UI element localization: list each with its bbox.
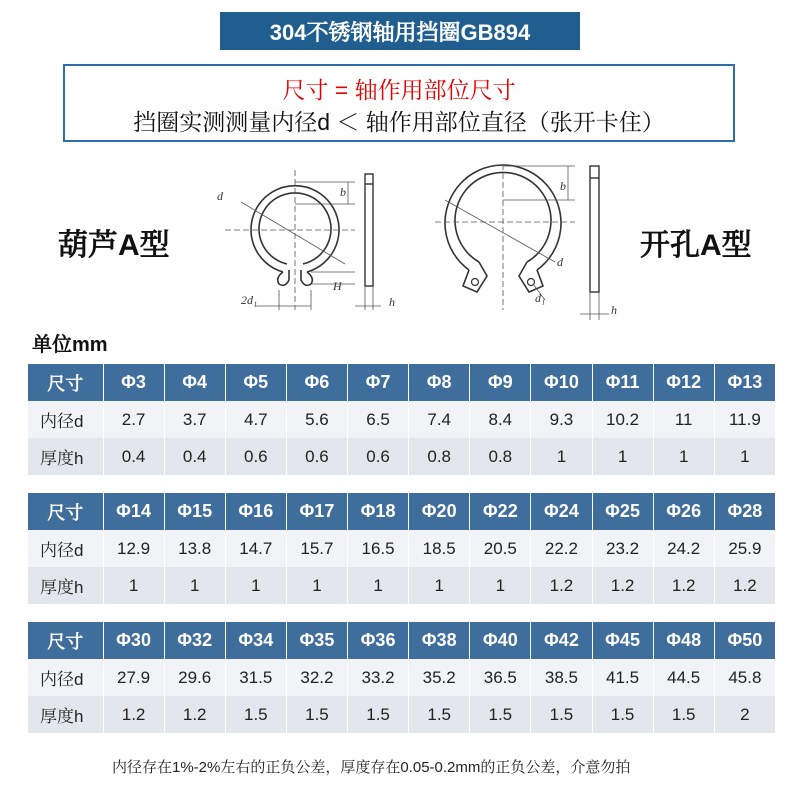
thickness-cell: 1.2 — [653, 567, 714, 604]
inner-diameter-cell: 2.7 — [103, 401, 164, 438]
label-d: d — [217, 189, 223, 203]
inner-diameter-row — [28, 401, 776, 438]
size-cell: Φ48 — [653, 622, 714, 659]
inner-diameter-cell: 16.5 — [348, 530, 409, 567]
inner-diameter-cell: 24.2 — [653, 530, 714, 567]
size-cell: Φ45 — [592, 622, 653, 659]
size-cell: Φ5 — [225, 364, 286, 401]
inner-diameter-cell: 29.6 — [164, 659, 225, 696]
size-cell: Φ16 — [225, 493, 286, 530]
size-cell: Φ30 — [103, 622, 164, 659]
thickness-cell: 1 — [409, 567, 470, 604]
thickness-cell: 1 — [714, 438, 775, 475]
inner-diameter-cell: 31.5 — [225, 659, 286, 696]
size-cell: Φ10 — [531, 364, 592, 401]
inner-diameter-cell: 7.4 — [409, 401, 470, 438]
inner-diameter-cell: 11.9 — [714, 401, 775, 438]
thickness-cell: 2 — [714, 696, 775, 733]
size-cell: Φ20 — [409, 493, 470, 530]
thickness-cell: 1 — [531, 438, 592, 475]
thickness-cell: 1 — [653, 438, 714, 475]
thickness-cell: 1.5 — [531, 696, 592, 733]
label-H: H — [333, 279, 342, 293]
inner-diameter-row — [28, 659, 776, 696]
inner-diameter-row — [28, 530, 776, 567]
thickness-row — [28, 438, 776, 475]
size-header-row — [28, 493, 776, 530]
size-header-row — [28, 622, 776, 659]
thickness-cell: 1.2 — [164, 696, 225, 733]
inner-diameter-cell: 44.5 — [653, 659, 714, 696]
label-2d1: 2d₁ — [241, 293, 258, 307]
size-cell: Φ3 — [103, 364, 164, 401]
inner-diameter-cell: 3.7 — [164, 401, 225, 438]
thickness-cell: 1 — [225, 567, 286, 604]
label-b-right: b — [560, 179, 566, 193]
thickness-cell: 1 — [286, 567, 347, 604]
size-header-row-label: 尺寸 — [28, 622, 103, 659]
size-cell: Φ26 — [653, 493, 714, 530]
note-size-definition: 尺寸 = 轴作用部位尺寸 — [282, 77, 516, 103]
inner-diameter-cell: 23.2 — [592, 530, 653, 567]
inner-diameter-cell: 20.5 — [470, 530, 531, 567]
size-cell: Φ18 — [348, 493, 409, 530]
thickness-cell: 1.5 — [286, 696, 347, 733]
thickness-cell: 0.6 — [348, 438, 409, 475]
size-cell: Φ14 — [103, 493, 164, 530]
size-header-row — [28, 364, 776, 401]
size-cell: Φ34 — [225, 622, 286, 659]
thickness-cell: 0.4 — [164, 438, 225, 475]
size-cell: Φ4 — [164, 364, 225, 401]
thickness-cell: 0.6 — [225, 438, 286, 475]
size-cell: Φ28 — [714, 493, 775, 530]
size-cell: Φ32 — [164, 622, 225, 659]
inner-diameter-cell: 18.5 — [409, 530, 470, 567]
thickness-cell: 1 — [164, 567, 225, 604]
thickness-cell: 1.5 — [653, 696, 714, 733]
unit-label: 单位mm — [32, 334, 108, 356]
note-measurement: 挡圈实测测量内径d ＜ 轴作用部位直径（张开卡住） — [133, 109, 665, 135]
size-cell: Φ13 — [714, 364, 775, 401]
size-cell: Φ22 — [470, 493, 531, 530]
note-box — [63, 64, 735, 142]
thickness-cell: 1 — [470, 567, 531, 604]
thickness-cell: 0.8 — [470, 438, 531, 475]
size-cell: Φ24 — [531, 493, 592, 530]
size-cell: Φ12 — [653, 364, 714, 401]
size-cell: Φ7 — [348, 364, 409, 401]
thickness-cell: 1 — [103, 567, 164, 604]
inner-diameter-cell: 36.5 — [470, 659, 531, 696]
inner-diameter-cell: 8.4 — [470, 401, 531, 438]
page-title: 304不锈钢轴用挡圈GB894 — [220, 12, 580, 50]
inner-diameter-row-label: 内径d — [28, 401, 103, 438]
inner-diameter-row-label: 内径d — [28, 659, 103, 696]
inner-diameter-cell: 15.7 — [286, 530, 347, 567]
inner-diameter-cell: 9.3 — [531, 401, 592, 438]
size-header-row-label: 尺寸 — [28, 493, 103, 530]
thickness-cell: 1.2 — [531, 567, 592, 604]
thickness-cell: 1.5 — [592, 696, 653, 733]
thickness-cell: 1.2 — [103, 696, 164, 733]
thickness-cell: 1.2 — [714, 567, 775, 604]
size-cell: Φ38 — [409, 622, 470, 659]
thickness-cell: 1.5 — [225, 696, 286, 733]
inner-diameter-cell: 25.9 — [714, 530, 775, 567]
thickness-cell: 0.8 — [409, 438, 470, 475]
label-h: h — [389, 295, 395, 309]
thickness-row — [28, 696, 776, 733]
size-cell: Φ36 — [348, 622, 409, 659]
type-label-lug: 开孔A型 — [640, 229, 752, 262]
size-cell: Φ40 — [470, 622, 531, 659]
thickness-row-label: 厚度h — [28, 696, 103, 733]
label-h-right: h — [611, 303, 617, 317]
lug-circlip-diagram — [425, 160, 635, 325]
inner-diameter-row-label: 内径d — [28, 530, 103, 567]
label-d-right: d — [557, 255, 563, 269]
size-cell: Φ11 — [592, 364, 653, 401]
thickness-cell: 1.2 — [592, 567, 653, 604]
thickness-cell: 0.6 — [286, 438, 347, 475]
size-cell: Φ6 — [286, 364, 347, 401]
size-cell: Φ9 — [470, 364, 531, 401]
inner-diameter-cell: 38.5 — [531, 659, 592, 696]
inner-diameter-cell: 11 — [653, 401, 714, 438]
inner-diameter-cell: 6.5 — [348, 401, 409, 438]
thickness-cell: 1.5 — [409, 696, 470, 733]
gourd-circlip-diagram — [205, 160, 405, 325]
thickness-cell: 1 — [592, 438, 653, 475]
inner-diameter-cell: 12.9 — [103, 530, 164, 567]
size-cell: Φ17 — [286, 493, 347, 530]
spec-table-3 — [28, 622, 776, 733]
inner-diameter-cell: 27.9 — [103, 659, 164, 696]
size-cell: Φ50 — [714, 622, 775, 659]
inner-diameter-cell: 22.2 — [531, 530, 592, 567]
inner-diameter-cell: 4.7 — [225, 401, 286, 438]
thickness-row-label: 厚度h — [28, 567, 103, 604]
thickness-cell: 1.5 — [348, 696, 409, 733]
inner-diameter-cell: 10.2 — [592, 401, 653, 438]
inner-diameter-cell: 32.2 — [286, 659, 347, 696]
thickness-row — [28, 567, 776, 604]
inner-diameter-cell: 35.2 — [409, 659, 470, 696]
thickness-cell: 0.4 — [103, 438, 164, 475]
label-b: b — [340, 185, 346, 199]
inner-diameter-cell: 45.8 — [714, 659, 775, 696]
inner-diameter-cell: 14.7 — [225, 530, 286, 567]
inner-diameter-cell: 33.2 — [348, 659, 409, 696]
size-header-row-label: 尺寸 — [28, 364, 103, 401]
tolerance-footnote: 内径存在1%-2%左右的正负公差，厚度存在0.05-0.2mm的正负公差，介意勿拍 — [112, 759, 631, 776]
type-label-gourd: 葫芦A型 — [58, 229, 170, 262]
size-cell: Φ15 — [164, 493, 225, 530]
label-d1: d₁ — [535, 291, 546, 305]
thickness-cell: 1 — [348, 567, 409, 604]
thickness-cell: 1.5 — [470, 696, 531, 733]
inner-diameter-cell: 41.5 — [592, 659, 653, 696]
spec-table-2 — [28, 493, 776, 604]
size-cell: Φ25 — [592, 493, 653, 530]
size-cell: Φ42 — [531, 622, 592, 659]
size-cell: Φ35 — [286, 622, 347, 659]
thickness-row-label: 厚度h — [28, 438, 103, 475]
inner-diameter-cell: 5.6 — [286, 401, 347, 438]
spec-table-1 — [28, 364, 776, 475]
size-cell: Φ8 — [409, 364, 470, 401]
inner-diameter-cell: 13.8 — [164, 530, 225, 567]
